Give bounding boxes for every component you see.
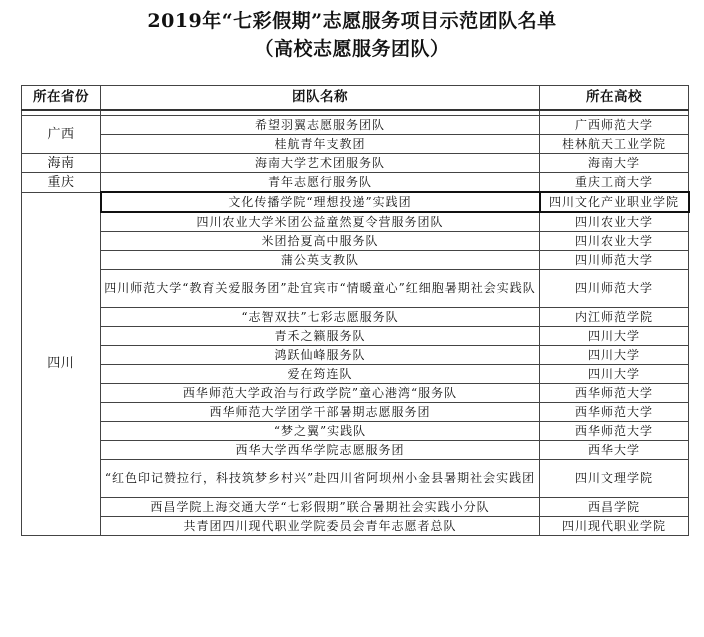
team-name-cell: “志智双扶”七彩志愿服务队	[101, 308, 540, 327]
school-cell: 四川农业大学	[540, 212, 689, 232]
team-name-cell: 希望羽翼志愿服务团队	[101, 116, 540, 135]
school-cell: 重庆工商大学	[540, 173, 689, 193]
table-row	[22, 460, 689, 498]
table-row	[22, 346, 689, 365]
team-name-cell: 西华师范大学政治与行政学院”童心港湾“服务队	[101, 384, 540, 403]
table-row	[22, 308, 689, 327]
school-cell: 四川师范大学	[540, 251, 689, 270]
team-name-cell: 青禾之籁服务队	[101, 327, 540, 346]
team-list-table	[21, 85, 690, 536]
header-school: 所在高校	[540, 86, 689, 111]
team-name-cell: 四川师范大学“教育关爱服务团”赴宜宾市“情暖童心”红细胞暑期社会实践队	[101, 270, 540, 308]
team-name-cell: 桂航青年支教团	[101, 135, 540, 154]
table-row	[22, 517, 689, 536]
table-row	[22, 384, 689, 403]
table-row	[22, 154, 689, 173]
table-row	[22, 116, 689, 135]
school-cell: 内江师范学院	[540, 308, 689, 327]
team-name-cell: 鸿跃仙峰服务队	[101, 346, 540, 365]
team-name-cell: 文化传播学院“理想投递”实践团	[101, 192, 540, 212]
school-cell: 桂林航天工业学院	[540, 135, 689, 154]
team-name-cell: 蒲公英支教队	[101, 251, 540, 270]
team-name-cell: 西华师范大学团学干部暑期志愿服务团	[101, 403, 540, 422]
school-cell: 西昌学院	[540, 498, 689, 517]
table-row	[22, 173, 689, 193]
table-row	[22, 441, 689, 460]
table-row	[22, 422, 689, 441]
table-row	[22, 212, 689, 232]
table-row	[22, 403, 689, 422]
team-name-cell: 西华大学西华学院志愿服务团	[101, 441, 540, 460]
table-row	[22, 251, 689, 270]
school-cell: 四川大学	[540, 327, 689, 346]
team-name-cell: 爱在筠连队	[101, 365, 540, 384]
team-name-cell: 共青团四川现代职业学院委员会青年志愿者总队	[101, 517, 540, 536]
team-name-cell: 西昌学院上海交通大学“七彩假期”联合暑期社会实践小分队	[101, 498, 540, 517]
school-cell: 西华师范大学	[540, 384, 689, 403]
school-cell: 四川文理学院	[540, 460, 689, 498]
team-name-cell: 青年志愿行服务队	[101, 173, 540, 193]
province-cell: 四川	[22, 192, 101, 536]
team-name-cell: 米团拾夏高中服务队	[101, 232, 540, 251]
table-row-highlighted	[22, 192, 689, 212]
table-row	[22, 135, 689, 154]
page-subtitle: （高校志愿服务团队）	[254, 38, 450, 60]
team-name-cell: “梦之翼”实践队	[101, 422, 540, 441]
school-cell: 广西师范大学	[540, 116, 689, 135]
school-cell: 四川文化产业职业学院	[540, 192, 689, 212]
table-row	[22, 498, 689, 517]
header-province: 所在省份	[22, 86, 101, 111]
school-cell: 四川师范大学	[540, 270, 689, 308]
school-cell: 四川农业大学	[540, 232, 689, 251]
school-cell: 西华师范大学	[540, 403, 689, 422]
school-cell: 四川大学	[540, 365, 689, 384]
school-cell: 西华师范大学	[540, 422, 689, 441]
school-cell: 四川大学	[540, 346, 689, 365]
province-cell: 广西	[22, 116, 101, 154]
table-header-row	[22, 86, 689, 111]
school-cell: 四川现代职业学院	[540, 517, 689, 536]
province-cell: 重庆	[22, 173, 101, 193]
table-row	[22, 327, 689, 346]
header-team: 团队名称	[101, 86, 540, 111]
team-name-cell: 四川农业大学米团公益童然夏令营服务团队	[101, 212, 540, 232]
table-row	[22, 232, 689, 251]
school-cell: 海南大学	[540, 154, 689, 173]
page-title: 2019年“七彩假期”志愿服务项目示范团队名单	[147, 10, 557, 32]
table-row	[22, 365, 689, 384]
team-name-cell: “红色印记赞拉行，科技筑梦乡村兴”赴四川省阿坝州小金县暑期社会实践团	[101, 460, 540, 498]
table-row	[22, 270, 689, 308]
team-name-cell: 海南大学艺术团服务队	[101, 154, 540, 173]
province-cell: 海南	[22, 154, 101, 173]
school-cell: 西华大学	[540, 441, 689, 460]
